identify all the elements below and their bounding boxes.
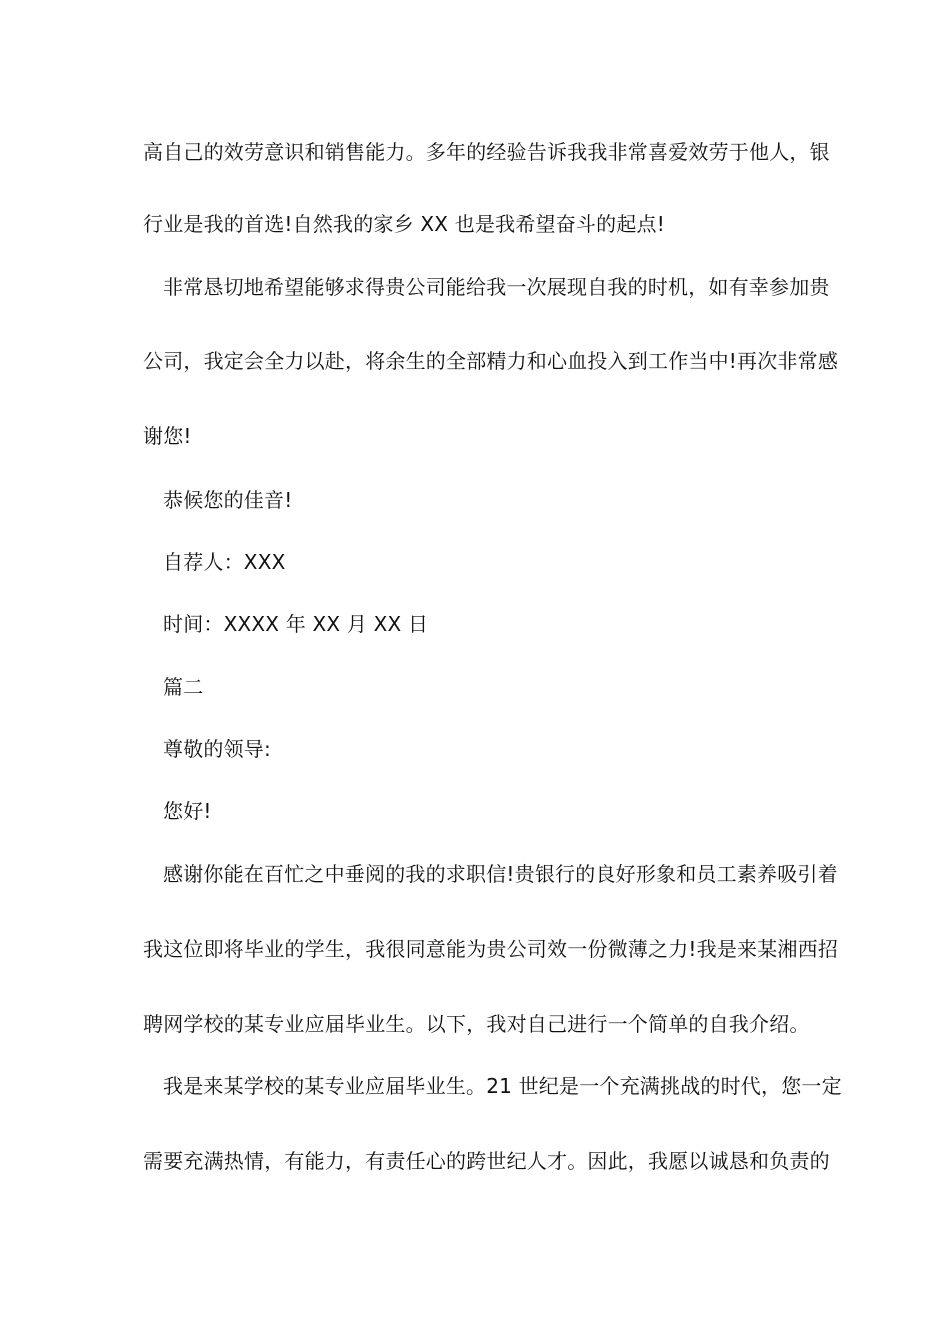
paragraph-start: 感谢你能在百忙之中垂阅的我的求职信!贵银行的良好形象和员工素养吸引着: [163, 862, 838, 886]
signer-line: 自荐人：XXX: [163, 550, 286, 574]
text-line: 需要充满热情，有能力，有责任心的跨世纪人才。因此，我愿以诚恳和负责的: [143, 1149, 830, 1173]
text-line: 聘网学校的某专业应届毕业生。以下，我对自己进行一个简单的自我介绍。: [143, 1012, 810, 1036]
paragraph-start: 非常恳切地希望能够求得贵公司能给我一次展现自我的时机，如有幸参加贵: [163, 275, 830, 299]
closing-line: 恭候您的佳音!: [163, 488, 293, 512]
text-line: 公司，我定会全力以赴，将余生的全部精力和心血投入到工作当中!再次非常感: [143, 349, 839, 373]
salutation: 尊敬的领导:: [163, 737, 271, 761]
text-line: 高自己的效劳意识和销售能力。多年的经验告诉我我非常喜爱效劳于他人，银: [143, 140, 830, 164]
date-line: 时间：XXXX 年 XX 月 XX 日: [163, 612, 429, 636]
text-line: 行业是我的首选!自然我的家乡 XX 也是我希望奋斗的起点!: [143, 212, 665, 236]
greeting: 您好!: [163, 799, 212, 823]
text-line: 谢您!: [143, 424, 192, 448]
paragraph-start: 我是来某学校的某专业应届毕业生。21 世纪是一个充满挑战的时代，您一定: [163, 1074, 842, 1098]
text-line: 我这位即将毕业的学生，我很同意能为贵公司效一份微薄之力!我是来某湘西招: [143, 937, 839, 961]
section-heading: 篇二: [163, 675, 204, 699]
